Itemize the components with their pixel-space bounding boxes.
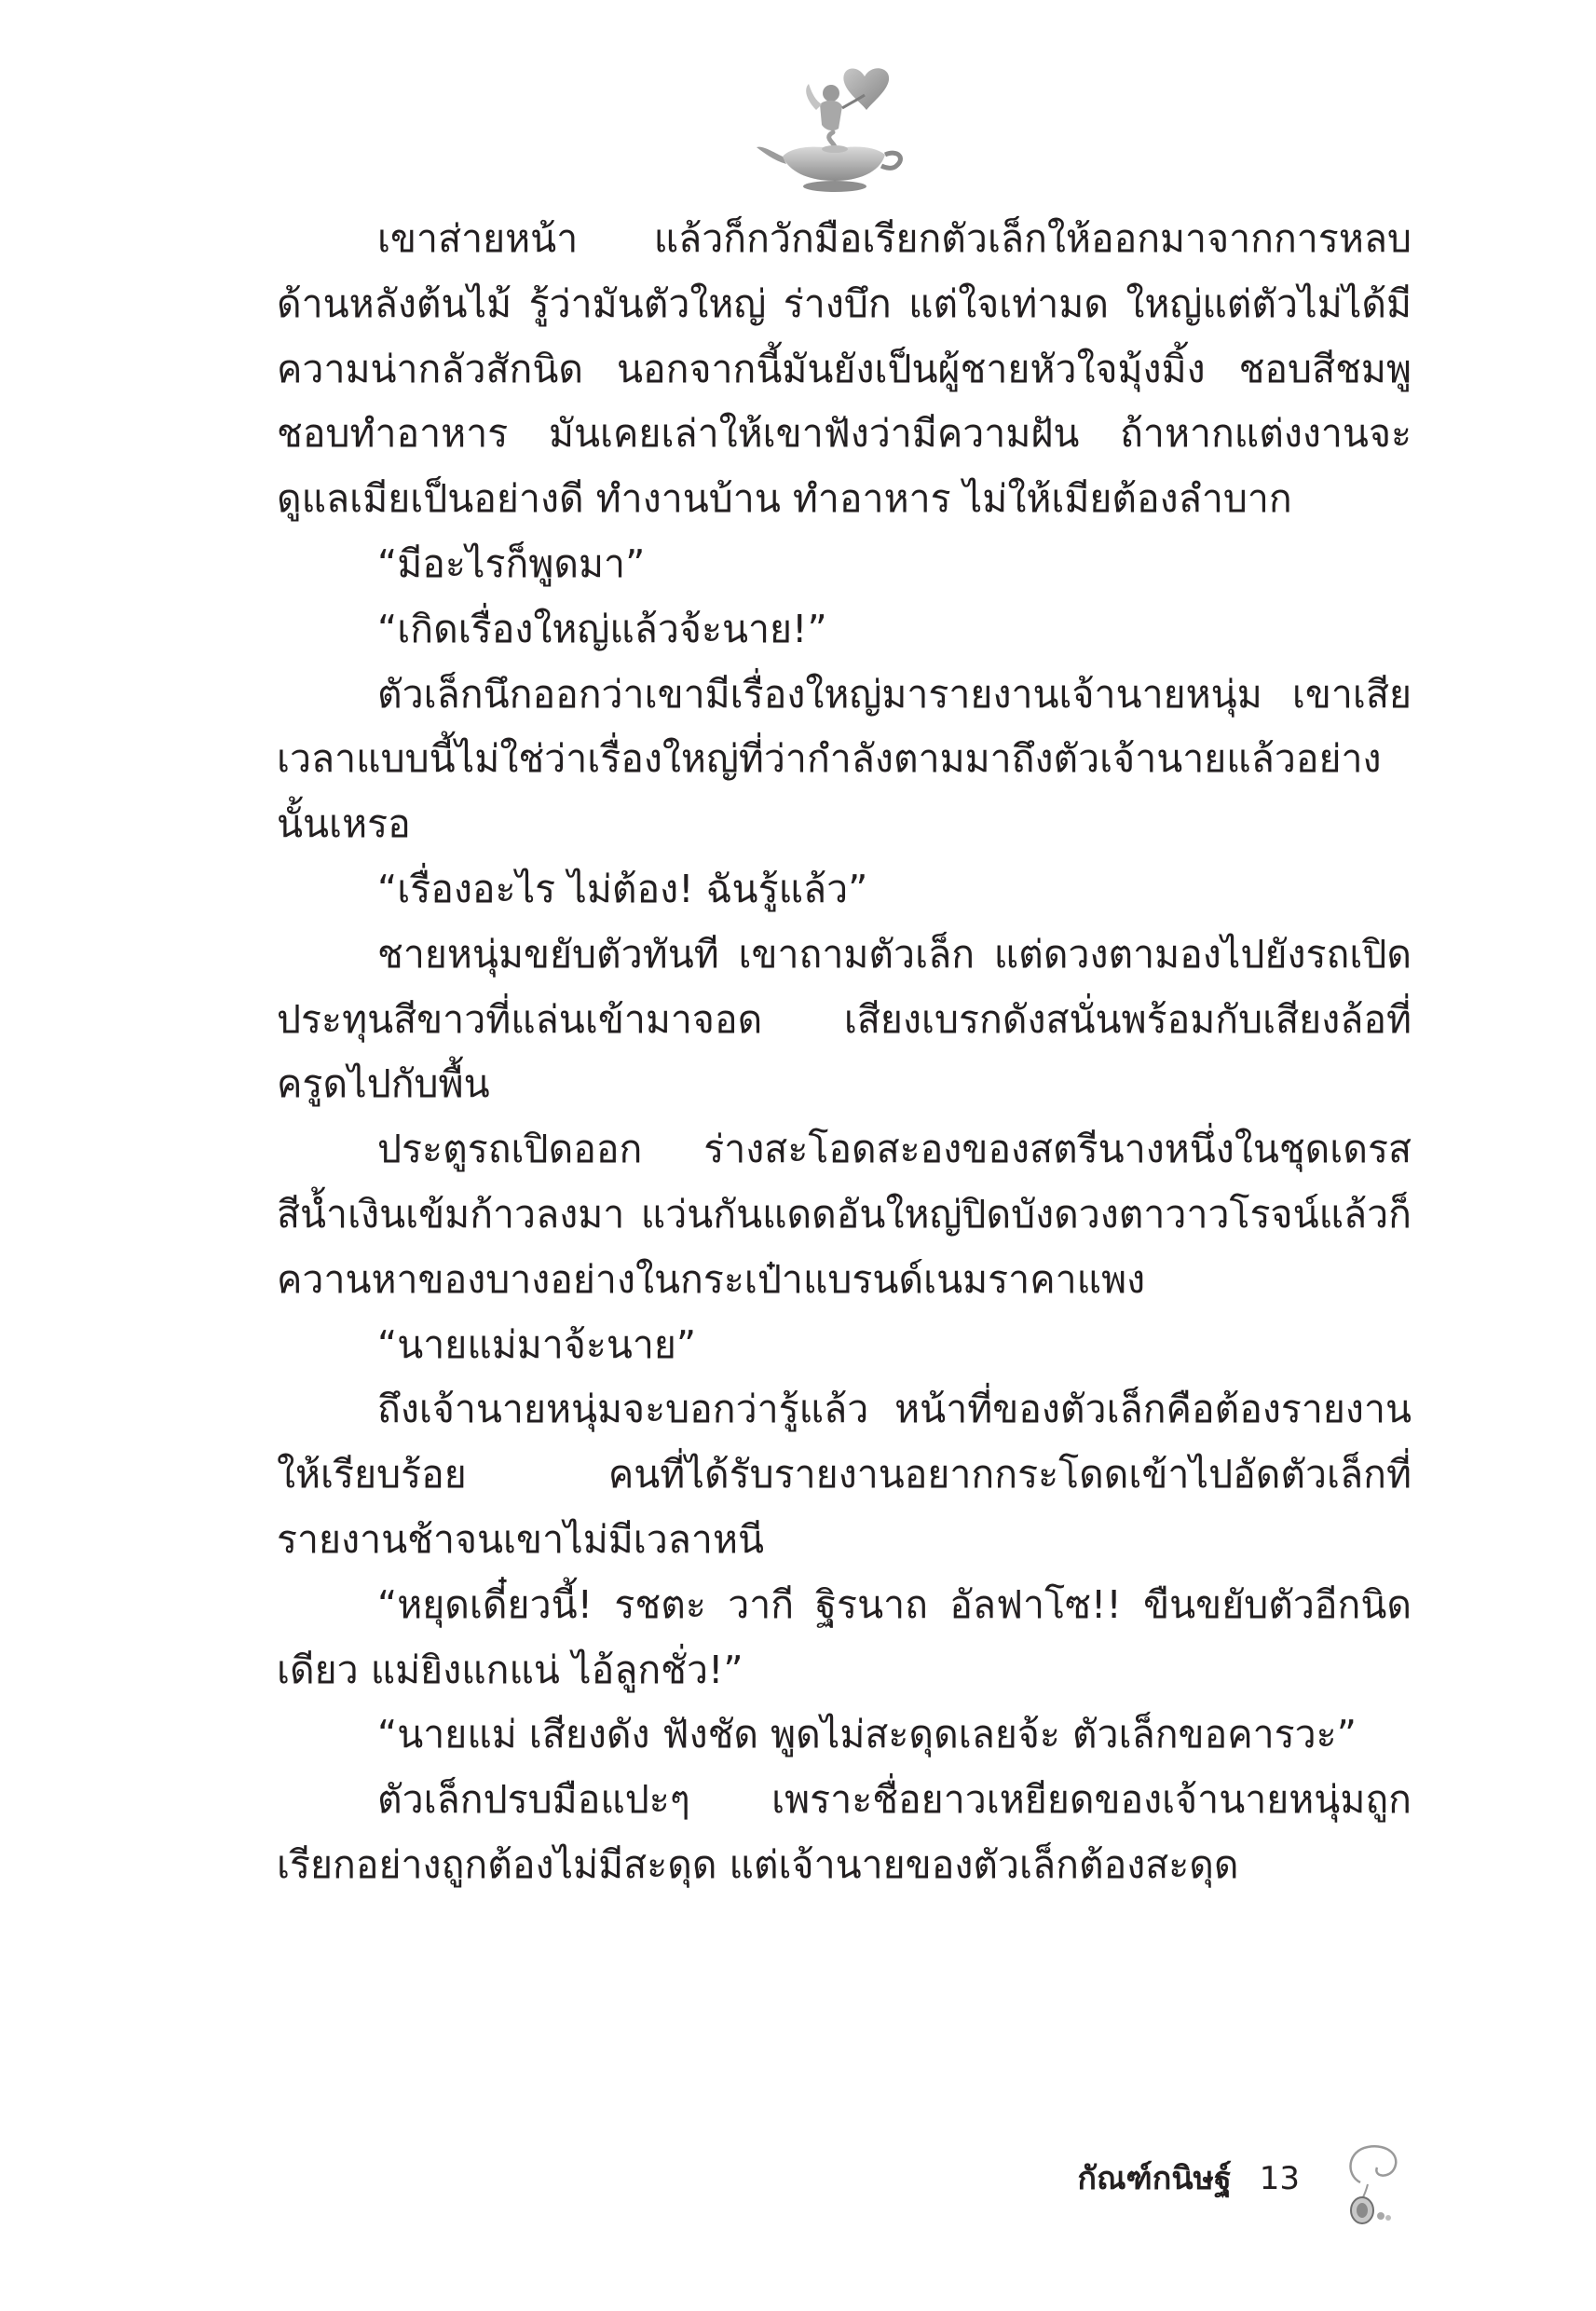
paragraph: ตัวเล็กปรบมือแปะๆ เพราะชื่อยาวเหยียดของเจ้านายหนุ่มถูกเรียกอย่างถูกต้องไม่มีสะดุด แต่เจ้านายของตัวเล็กต้องสะดุด [277,1777,1412,1887]
dialogue-line: “เรื่องอะไร ไม่ต้อง! ฉันรู้แล้ว” [377,866,868,911]
book-title: กัณฑ์กนิษฐ์ [1077,2160,1232,2197]
dialogue-line: “นายแม่ เสียงดัง ฟังชัด พูดไม่สะดุดเลยจ้ะ ตัวเล็กขอคารวะ” [377,1712,1357,1757]
paragraph: ชายหนุ่มขยับตัวทันที เขาถามตัวเล็ก แต่ดวงตามองไปยังรถเปิดประทุนสีขาวที่แล่นเข้ามาจอด เสียงเบรกดังสนั่นพร้อมกับเสียงล้อที่ครูดไปกับพื้น [277,931,1412,1107]
ring-charm-icon [1340,2138,1414,2231]
page-footer [1077,2160,1300,2197]
paragraph: ตัวเล็กนึกออกว่าเขามีเรื่องใหญ่มารายงานเจ้านายหนุ่ม เขาเสียเวลาแบบนี้ไม่ใช่ว่าเรื่องใหญ่ที่ว่ากำลังตามมาถึงตัวเจ้านายแล้วอย่างนั้นเหรอ [277,671,1412,847]
story-text [277,207,1412,1898]
dialogue-line: “หยุดเดี๋ยวนี้! รชตะ วากี ฐิรนาถ อัลฟาโซ!! ขืนขยับตัวอีกนิดเดียว แม่ยิงแกแน่ ไอ้ลูกชั่ว!” [277,1581,1412,1692]
dialogue-line: “เกิดเรื่องใหญ่แล้วจ้ะนาย!” [377,606,827,651]
dialogue-line: “มีอะไรก็พูดมา” [377,540,646,586]
paragraph: เขาส่ายหน้า แล้วก็กวักมือเรียกตัวเล็กให้ออกมาจากการหลบด้านหลังต้นไม้ รู้ว่ามันตัวใหญ่ ร่างบึก แต่ใจเท่ามด ใหญ่แต่ตัวไม่ได้มีความน่ากลัวสักนิด นอกจากนี้มันยังเป็นผู้ชายหัวใจมุ้งมิ้ง ชอบสีชมพู ชอบทำอาหาร มันเคยเล่าให้เขาฟังว่ามีความฝัน ถ้าหากแต่งงานจะดูแลเมียเป็นอย่างดี ทำงานบ้าน ทำอาหาร ไม่ให้เมียต้องลำบาก [277,216,1412,522]
genie-lamp-cupid-icon [755,56,913,196]
paragraph: ถึงเจ้านายหนุ่มจะบอกว่ารู้แล้ว หน้าที่ของตัวเล็กคือต้องรายงานให้เรียบร้อย คนที่ได้รับรายงานอยากกระโดดเข้าไปอัดตัวเล็กที่รายงานช้าจนเขาไม่มีเวลาหนี [277,1387,1412,1562]
paragraph: ประตูรถเปิดออก ร่างสะโอดสะองของสตรีนางหนึ่งในชุดเดรสสีน้ำเงินเข้มก้าวลงมา แว่นกันแดดอันใหญ่ปิดบังดวงตาวาวโรจน์แล้วก็ควานหาของบางอย่างในกระเป๋าแบรนด์เนมราคาแพง [277,1127,1412,1302]
page-number: 13 [1259,2160,1300,2197]
dialogue-line: “นายแม่มาจ้ะนาย” [377,1321,697,1367]
